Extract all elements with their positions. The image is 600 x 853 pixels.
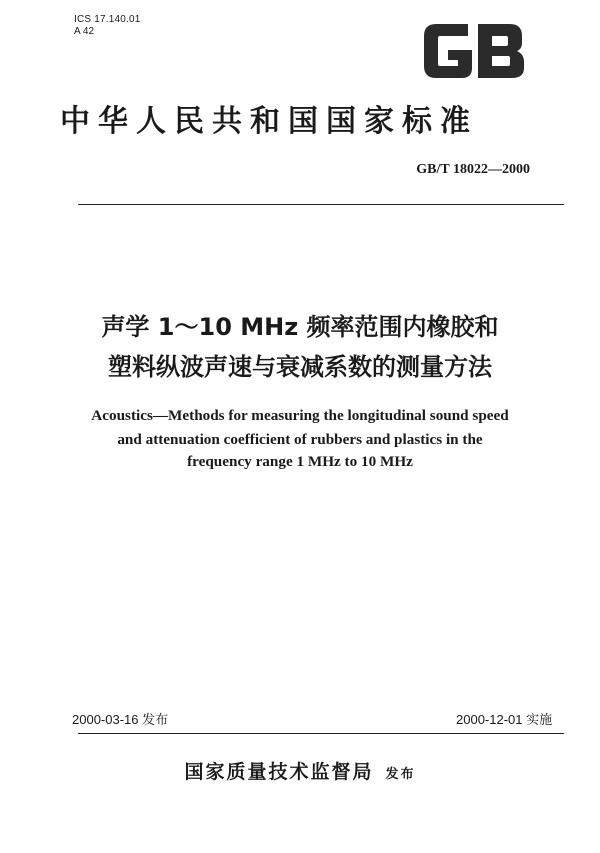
issuer-row: [0, 758, 600, 789]
gb-logo-graphic: [418, 16, 530, 86]
issuing-authority: 国家质量技术监督局: [184, 761, 374, 783]
issue-date: 2000-03-16 发布: [72, 712, 169, 727]
gb-logo: [418, 16, 530, 86]
ics-code: ICS 17.140.01: [74, 14, 141, 25]
english-title-line-2: and attenuation coefficient of rubbers and plastics in the: [117, 431, 483, 448]
issue-label: 发布: [385, 767, 416, 782]
chinese-title-line-2: 塑料纵波声速与衰减系数的测量方法: [108, 353, 492, 381]
standard-number: GB/T 18022—2000: [416, 162, 530, 177]
bottom-divider: [78, 733, 564, 734]
english-title-line-3: frequency range 1 MHz to 10 MHz: [187, 453, 413, 470]
ccs-code: A 42: [74, 26, 95, 37]
top-divider: [78, 204, 564, 205]
english-title-line-1: Acoustics—Methods for measuring the longitudinal sound speed: [91, 407, 509, 424]
national-standard-title: 中华人民共和国国家标准: [60, 104, 478, 139]
chinese-title-line-1: 声学 1～10 MHz 频率范围内橡胶和: [101, 313, 499, 341]
implementation-date: 2000-12-01 实施: [456, 712, 553, 727]
